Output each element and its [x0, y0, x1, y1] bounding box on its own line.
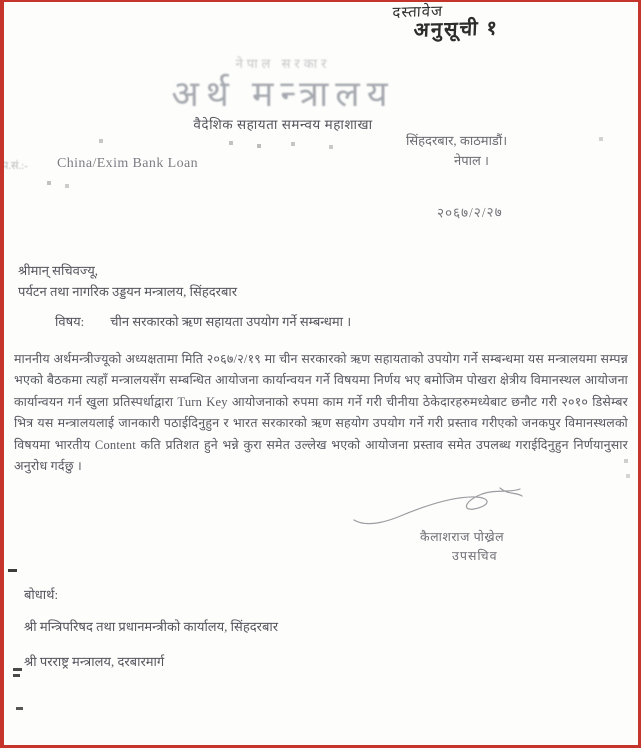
address-city: सिंहदरबार, काठमाडौं।	[406, 133, 508, 148]
margin-tick-mark	[16, 707, 23, 710]
subject-label: विषय:	[55, 314, 85, 329]
ref-number-value: China/Exim Bank Loan	[57, 156, 198, 171]
margin-tick-mark	[13, 668, 22, 671]
handwritten-word: दस्तावेज	[392, 3, 444, 22]
signatory-name: कैलाशराज पोख्रेल	[420, 530, 505, 544]
subject-line	[55, 312, 351, 330]
scan-noise-specks-faint	[0, 0, 2, 2]
signatory-title: उपसचिव	[452, 549, 498, 563]
letter-date: २०६७/२/२७	[436, 204, 503, 221]
address-country: नेपाल ।	[454, 153, 489, 168]
body-paragraph: माननीय अर्थमन्त्रीज्यूको अध्यक्षतामा मिति २०६७/२/१९ मा चीन सरकारको ऋण सहायताको उपयोग गर्ने सम्बन्धमा यस मन्त्रालयमा सम्पन्न भएको बैठकमा त्यहाँ मन्त्रालयसँग सम्बन्धित आयोजना कार्यान्वयन गर्ने विषयमा निर्णय भए बमोजिम पोखरा क्षेत्रीय विमानस्थल आयोजना कार्यान्वयन गर्न खुला प्रतिस्पर्धाद्वारा Turn Key आयोजनाको रुपमा काम गर्ने गरी चीनीया ठेकेदारहरुमध्येबाट छनौट गरी २०१० डिसेम्बर भित्र यस मन्त्रालयलाई जानकारी पठाईदिनुहुन र भारत सरकारको ऋण सहयोग उपयोग गर्ने गरी प्रस्ताव गरीएको जनकपुर विमानस्थलको विषयमा भारतीय Content कति प्रतिशत हुने भन्ने कुरा समेत उल्लेख भएको आयोजना प्रस्ताव समेत उपलब्ध गराईदिनुहुन निर्णयानुसार अनुरोध गर्दछु ।	[14, 352, 628, 474]
margin-tick-mark	[13, 674, 20, 677]
letterhead-ministry: अर्थ मन्त्रालय	[171, 74, 395, 114]
cc-item: श्री मन्त्रिपरिषद तथा प्रधानमन्त्रीको कार्यालय, सिंहदरबार	[24, 619, 279, 634]
cc-item: श्री परराष्ट्र मन्त्रालय, दरबारमार्ग	[24, 654, 165, 669]
letterhead	[118, 54, 448, 133]
letterhead-government: नेपाल सरकार	[235, 56, 331, 71]
letterhead-division: वैदेशिक सहायता समन्वय महाशाखा	[193, 117, 373, 132]
subject-text: चीन सरकारको ऋण सहायता उपयोग गर्ने सम्बन्धमा ।	[110, 314, 352, 329]
recipient-office: पर्यटन तथा नागरिक उड्डयन मन्त्रालय, सिंहदरबार	[18, 284, 238, 299]
margin-tick-mark	[8, 569, 17, 572]
recipient-salutation: श्रीमान् सचिवज्यू,	[18, 263, 99, 278]
letterhead-address	[406, 131, 576, 171]
recipient-block	[18, 260, 237, 302]
signature-stroke-icon	[350, 486, 535, 534]
cc-label: बोधार्थ:	[24, 587, 59, 602]
ref-number-label: प.सं.:-	[2, 160, 28, 172]
handwritten-annotation	[391, 0, 563, 40]
annex-note: अनुसूची १	[413, 17, 500, 42]
